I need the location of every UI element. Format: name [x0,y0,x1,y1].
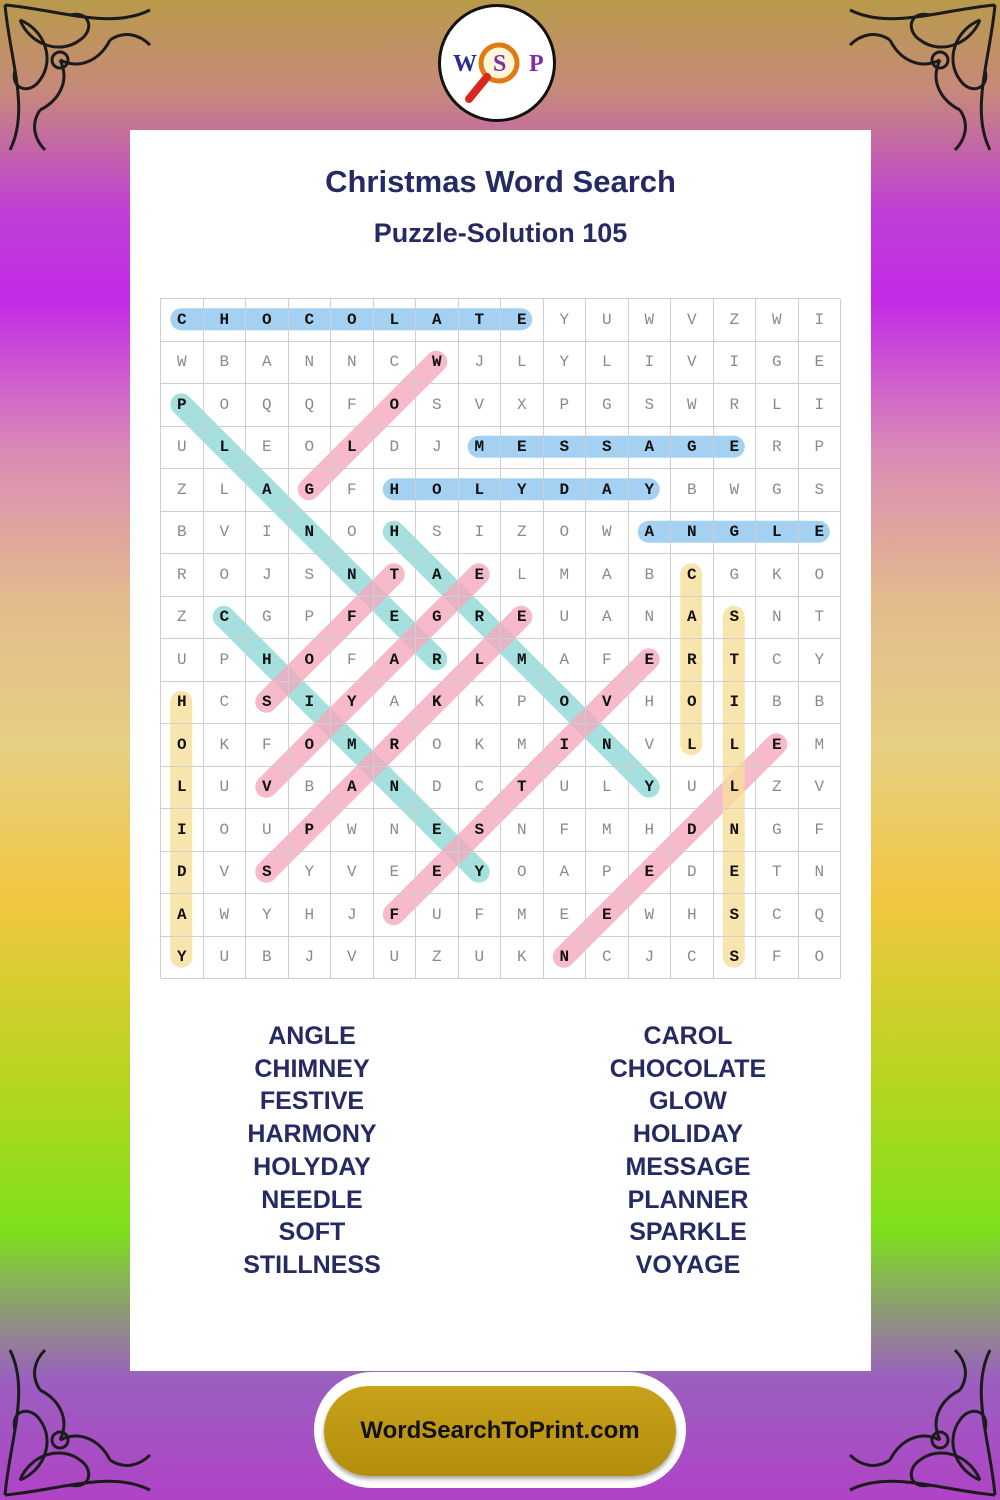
grid-cell[interactable]: F [544,809,587,852]
grid-cell[interactable]: O [246,299,289,342]
logo-letter-w: W [453,51,477,77]
grid-cell[interactable]: K [459,682,502,725]
grid-cell[interactable]: E [586,894,629,937]
grid-cell[interactable]: A [416,299,459,342]
grid-cell[interactable]: Y [161,937,204,980]
grid-cell[interactable]: N [799,852,842,895]
grid-cell[interactable]: O [416,469,459,512]
grid-cell[interactable]: N [289,512,332,555]
grid-cell[interactable]: T [714,639,757,682]
grid-cell[interactable]: O [331,512,374,555]
grid-cell[interactable]: A [586,469,629,512]
word-list-right [538,1020,838,1282]
grid-cell[interactable]: R [374,724,417,767]
grid-cell[interactable]: S [629,384,672,427]
grid-cell[interactable]: E [374,852,417,895]
grid-cell[interactable]: Y [629,469,672,512]
grid-cell[interactable]: N [289,342,332,385]
grid-cell[interactable]: C [756,894,799,937]
grid-cell[interactable]: U [416,894,459,937]
grid-cell[interactable]: V [629,724,672,767]
grid-cell[interactable]: G [289,469,332,512]
grid-cell[interactable]: C [161,299,204,342]
grid-cell[interactable]: U [459,937,502,980]
grid-cell[interactable]: K [459,724,502,767]
grid-cell[interactable]: R [714,384,757,427]
grid-cell[interactable]: C [289,299,332,342]
grid-cell[interactable]: E [416,809,459,852]
website-link[interactable]: WordSearchToPrint.com [360,1417,640,1444]
grid-cell[interactable]: E [501,299,544,342]
grid-cell[interactable]: E [756,724,799,767]
grid-cell[interactable]: W [756,299,799,342]
grid-cell[interactable]: L [161,767,204,810]
grid-cell[interactable]: R [161,554,204,597]
grid-cell[interactable]: W [629,894,672,937]
grid-cell[interactable]: O [501,852,544,895]
grid-cell[interactable]: A [161,894,204,937]
grid-cell[interactable]: H [374,469,417,512]
grid-cell[interactable]: B [756,682,799,725]
grid-cell[interactable]: S [246,852,289,895]
grid-cell[interactable]: N [331,342,374,385]
grid-cell[interactable]: H [374,512,417,555]
grid-cell[interactable]: A [331,767,374,810]
grid-cell[interactable]: S [714,937,757,980]
grid-cell[interactable]: F [331,384,374,427]
grid-cell[interactable]: Z [161,469,204,512]
grid-cell[interactable]: N [544,937,587,980]
grid-cell[interactable]: D [671,852,714,895]
grid-cell[interactable]: J [246,554,289,597]
word-list-item: SPARKLE [629,1218,747,1247]
grid-cell[interactable]: E [629,852,672,895]
grid-cell[interactable]: V [799,767,842,810]
grid-cell[interactable]: U [544,597,587,640]
grid-cell[interactable]: E [501,597,544,640]
grid-cell[interactable]: O [416,724,459,767]
word-list-item: VOYAGE [635,1250,741,1279]
grid-cell[interactable]: L [671,724,714,767]
grid-cell[interactable]: L [204,427,247,470]
wsp-logo[interactable] [438,4,556,122]
grid-cell[interactable]: L [501,554,544,597]
grid-cell[interactable]: I [459,512,502,555]
grid-cell[interactable]: G [671,427,714,470]
grid-cell[interactable]: A [246,469,289,512]
grid-cell[interactable]: W [586,512,629,555]
grid-cell[interactable]: I [799,299,842,342]
grid-cell[interactable]: F [374,894,417,937]
grid-cell[interactable]: F [331,469,374,512]
grid-cell[interactable]: E [374,597,417,640]
grid-cell[interactable]: A [544,852,587,895]
grid-cell[interactable]: F [799,809,842,852]
word-search-grid-area [160,298,840,978]
grid-cell[interactable]: O [289,639,332,682]
grid-cell[interactable]: Q [289,384,332,427]
grid-cell[interactable]: Y [331,682,374,725]
grid-cell[interactable]: M [331,724,374,767]
word-list-item: CHIMNEY [254,1054,370,1083]
grid-cell[interactable]: E [714,852,757,895]
grid-cell[interactable]: E [714,427,757,470]
word-list-item: CHOCOLATE [609,1054,767,1083]
grid-cell[interactable]: E [501,427,544,470]
grid-cell[interactable]: K [501,937,544,980]
grid-cell[interactable]: P [289,597,332,640]
website-button[interactable] [324,1386,676,1476]
grid-cell[interactable]: Q [246,384,289,427]
grid-cell[interactable]: L [756,512,799,555]
grid-cell[interactable]: D [374,427,417,470]
grid-cell[interactable]: J [289,937,332,980]
grid-cell[interactable]: R [416,639,459,682]
grid-cell[interactable]: W [629,299,672,342]
grid-cell[interactable]: E [799,512,842,555]
grid-cell[interactable]: Y [544,299,587,342]
grid-cell[interactable]: N [714,809,757,852]
grid-cell[interactable]: O [204,809,247,852]
grid-cell[interactable]: W [331,809,374,852]
grid-cell[interactable]: J [459,342,502,385]
grid-cell[interactable]: Y [289,852,332,895]
grid-cell[interactable]: Y [459,852,502,895]
logo-letter-s: S [493,51,507,77]
grid-cell[interactable]: E [416,852,459,895]
grid-cell[interactable]: F [459,894,502,937]
grid-cell[interactable]: V [331,852,374,895]
grid-cell[interactable]: S [714,597,757,640]
grid-cell[interactable]: A [586,554,629,597]
grid-cell[interactable]: G [714,554,757,597]
grid-cell[interactable]: I [544,724,587,767]
grid-cell[interactable]: M [501,724,544,767]
grid-cell[interactable]: G [246,597,289,640]
grid-cell[interactable]: G [756,342,799,385]
grid-cell[interactable]: Y [629,767,672,810]
grid-cell[interactable]: D [671,809,714,852]
word-list-item: PLANNER [627,1185,749,1214]
grid-cell[interactable]: V [204,512,247,555]
grid-cell[interactable]: T [374,554,417,597]
grid-cell[interactable]: H [161,682,204,725]
grid-cell[interactable]: O [204,554,247,597]
grid-cell[interactable]: I [246,512,289,555]
grid-cell[interactable]: S [416,384,459,427]
grid-cell[interactable]: G [756,469,799,512]
grid-cell[interactable]: B [246,937,289,980]
grid-cell[interactable]: S [544,427,587,470]
grid-cell[interactable]: K [204,724,247,767]
word-list-item: GLOW [649,1087,727,1116]
grid-cell[interactable]: S [246,682,289,725]
grid-cell[interactable]: B [799,682,842,725]
grid-cell[interactable]: A [671,597,714,640]
grid-cell[interactable]: H [289,894,332,937]
grid-cell[interactable]: P [586,852,629,895]
grid-cell[interactable]: L [714,724,757,767]
grid-cell[interactable]: L [586,767,629,810]
grid-cell[interactable]: Y [799,639,842,682]
grid-cell[interactable]: D [161,852,204,895]
grid-cell[interactable]: W [671,384,714,427]
grid-cell[interactable]: O [289,427,332,470]
grid-cell[interactable]: U [586,299,629,342]
grid-cell[interactable]: A [374,639,417,682]
grid-cell[interactable]: Y [501,469,544,512]
word-list-item: SOFT [278,1218,346,1247]
grid-cell[interactable]: F [586,639,629,682]
grid-cell[interactable]: D [544,469,587,512]
grid-cell[interactable]: U [204,767,247,810]
grid-cell[interactable]: I [799,384,842,427]
grid-cell[interactable]: O [204,384,247,427]
grid-cell[interactable]: O [799,554,842,597]
grid-cell[interactable]: C [671,937,714,980]
grid-cell[interactable]: K [756,554,799,597]
grid-cell[interactable]: T [756,852,799,895]
grid-cell[interactable]: R [756,427,799,470]
grid-cell[interactable]: U [374,937,417,980]
grid-cell[interactable]: O [331,299,374,342]
grid-cell[interactable]: O [374,384,417,427]
grid-cell[interactable]: E [246,427,289,470]
grid-cell[interactable]: P [204,639,247,682]
grid-cell[interactable]: B [629,554,672,597]
grid-cell[interactable]: L [714,767,757,810]
grid-cell[interactable]: T [501,767,544,810]
grid-cell[interactable]: C [374,342,417,385]
grid-cell[interactable]: Z [501,512,544,555]
grid-cell[interactable]: N [671,512,714,555]
grid-cell[interactable]: U [161,427,204,470]
grid-cell[interactable]: H [629,682,672,725]
grid-cell[interactable]: Z [714,299,757,342]
grid-cell[interactable]: Y [246,894,289,937]
grid-cell[interactable]: E [544,894,587,937]
grid-cell[interactable]: M [501,894,544,937]
word-list-item: HOLYDAY [253,1152,371,1181]
word-list-item: CAROL [643,1022,733,1050]
page-title: Christmas Word Search [325,164,676,199]
grid-cell[interactable]: Q [799,894,842,937]
grid-cell[interactable]: K [416,682,459,725]
grid-cell[interactable]: U [671,767,714,810]
grid-cell[interactable]: S [799,469,842,512]
grid-cell[interactable]: L [204,469,247,512]
grid-cell[interactable]: A [416,554,459,597]
grid-cell[interactable]: I [161,809,204,852]
grid-cell[interactable]: J [629,937,672,980]
letter-grid [160,298,840,978]
grid-cell[interactable]: W [204,894,247,937]
grid-cell[interactable]: L [586,342,629,385]
grid-cell[interactable]: P [799,427,842,470]
word-list-item: STILLNESS [243,1250,381,1279]
grid-cell[interactable]: M [799,724,842,767]
grid-cell[interactable]: B [161,512,204,555]
grid-cell[interactable]: W [714,469,757,512]
grid-cell[interactable]: M [586,809,629,852]
grid-cell[interactable]: S [714,894,757,937]
grid-cell[interactable]: N [629,597,672,640]
grid-cell[interactable]: N [586,724,629,767]
grid-cell[interactable]: V [331,937,374,980]
grid-cell[interactable]: A [586,597,629,640]
grid-cell[interactable]: E [799,342,842,385]
grid-cell[interactable]: A [544,639,587,682]
grid-cell[interactable]: M [544,554,587,597]
grid-cell[interactable]: Z [161,597,204,640]
grid-cell[interactable]: F [331,597,374,640]
grid-cell[interactable]: L [331,427,374,470]
grid-cell[interactable]: N [331,554,374,597]
grid-cell[interactable]: V [459,384,502,427]
grid-cell[interactable]: C [459,767,502,810]
grid-cell[interactable]: H [671,894,714,937]
grid-cell[interactable]: V [671,299,714,342]
grid-cell[interactable]: C [204,682,247,725]
grid-cell[interactable]: S [289,554,332,597]
logo-letter-p: P [529,51,544,77]
word-list-left [162,1020,462,1282]
grid-cell[interactable]: E [459,554,502,597]
grid-cell[interactable]: L [756,384,799,427]
grid-cell[interactable]: C [756,639,799,682]
word-list-item: HARMONY [247,1120,377,1149]
grid-cell[interactable]: G [756,809,799,852]
grid-cell[interactable]: O [544,682,587,725]
grid-cell[interactable]: O [544,512,587,555]
grid-cell[interactable]: L [501,342,544,385]
grid-cell[interactable]: N [374,767,417,810]
grid-cell[interactable]: D [416,767,459,810]
grid-cell[interactable]: E [629,639,672,682]
grid-cell[interactable]: O [161,724,204,767]
grid-cell[interactable]: O [289,724,332,767]
word-list-item: FESTIVE [259,1087,365,1116]
grid-cell[interactable]: S [459,809,502,852]
grid-cell[interactable]: V [246,767,289,810]
grid-cell[interactable]: V [671,342,714,385]
word-list-item: NEEDLE [261,1185,363,1214]
grid-cell[interactable]: A [374,682,417,725]
grid-cell[interactable]: P [544,384,587,427]
grid-cell[interactable]: N [501,809,544,852]
grid-cell[interactable]: F [246,724,289,767]
grid-cell[interactable]: T [459,299,502,342]
word-list-item: HOLIDAY [632,1120,744,1149]
word-list-item: MESSAGE [625,1152,751,1181]
grid-cell[interactable]: I [629,342,672,385]
grid-cell[interactable]: M [459,427,502,470]
grid-cell[interactable]: F [756,937,799,980]
grid-cell[interactable]: M [501,639,544,682]
grid-cell[interactable]: C [586,937,629,980]
grid-cell[interactable]: N [756,597,799,640]
page-subtitle: Puzzle-Solution 105 [373,218,628,248]
grid-cell[interactable]: Z [416,937,459,980]
grid-cell[interactable]: V [586,682,629,725]
grid-cell[interactable]: X [501,384,544,427]
grid-cell[interactable]: P [289,809,332,852]
grid-cell[interactable]: Y [544,342,587,385]
grid-cell[interactable]: S [586,427,629,470]
grid-cell[interactable]: U [246,809,289,852]
grid-cell[interactable]: P [501,682,544,725]
grid-cell[interactable]: V [204,852,247,895]
grid-cell[interactable]: N [374,809,417,852]
grid-cell[interactable]: G [714,512,757,555]
grid-cell[interactable]: Z [756,767,799,810]
grid-cell[interactable]: F [331,639,374,682]
grid-cell[interactable]: G [586,384,629,427]
grid-cell[interactable]: S [416,512,459,555]
grid-cell[interactable]: W [161,342,204,385]
grid-cell[interactable]: B [671,469,714,512]
grid-cell[interactable]: T [799,597,842,640]
grid-cell[interactable]: B [289,767,332,810]
grid-cell[interactable]: J [331,894,374,937]
grid-cell[interactable]: I [289,682,332,725]
grid-cell[interactable]: P [161,384,204,427]
grid-cell[interactable]: A [629,512,672,555]
grid-cell[interactable]: U [204,937,247,980]
grid-cell[interactable]: L [459,469,502,512]
grid-cell[interactable]: B [204,342,247,385]
grid-cell[interactable]: W [416,342,459,385]
grid-cell[interactable]: O [799,937,842,980]
grid-cell[interactable]: G [416,597,459,640]
grid-cell[interactable]: L [374,299,417,342]
grid-cell[interactable]: O [671,682,714,725]
grid-cell[interactable]: C [204,597,247,640]
grid-cell[interactable]: L [459,639,502,682]
grid-cell[interactable]: C [671,554,714,597]
grid-cell[interactable]: R [459,597,502,640]
grid-cell[interactable]: H [204,299,247,342]
grid-cell[interactable]: R [671,639,714,682]
grid-cell[interactable]: A [629,427,672,470]
grid-cell[interactable]: I [714,342,757,385]
word-list-item: ANGLE [268,1022,356,1050]
grid-cell[interactable]: U [161,639,204,682]
grid-cell[interactable]: H [629,809,672,852]
grid-cell[interactable]: A [246,342,289,385]
footer-badge [314,1372,686,1488]
grid-cell[interactable]: J [416,427,459,470]
grid-cell[interactable]: H [246,639,289,682]
grid-cell[interactable]: I [714,682,757,725]
grid-cell[interactable]: U [544,767,587,810]
